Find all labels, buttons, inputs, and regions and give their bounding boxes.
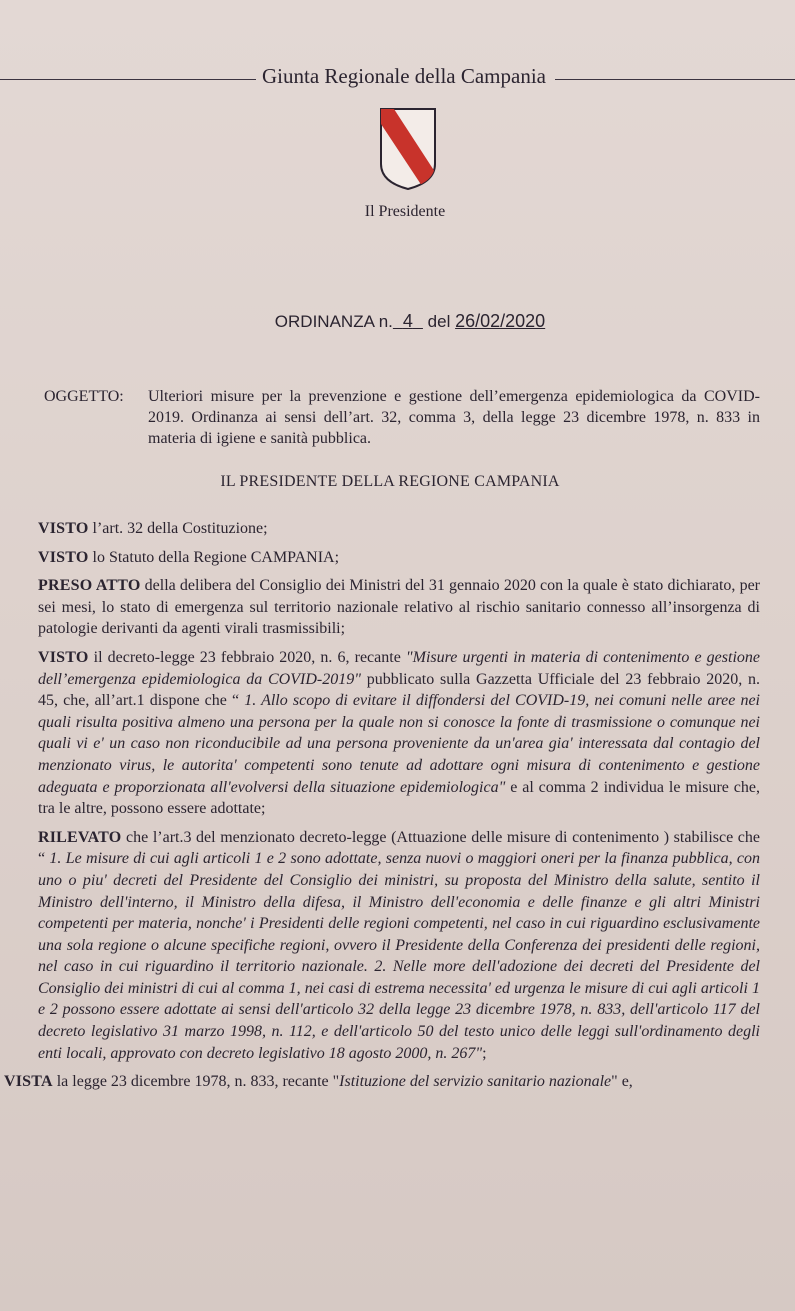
paragraph-visto-statuto: VISTO lo Statuto della Regione CAMPANIA; (38, 548, 340, 566)
paragraph-keyword: VISTO (38, 548, 89, 566)
letterhead-rule-right (555, 79, 795, 80)
ordinanza-number: 4 (402, 311, 413, 331)
paragraph-keyword: VISTO (38, 648, 89, 666)
document-body (4, 518, 761, 1100)
paragraph-keyword: VISTA (4, 1073, 53, 1091)
paragraph-keyword: RILEVATO (38, 828, 122, 846)
paragraph-preso-atto: PRESO ATTO della delibera del Consiglio dei Ministri del 31 gennaio 2020 con la quale è stato dichiarato, per sei mesi, lo stato di emergenza sul territorio nazionale relativo al rischio sanitario connesso all’insorgenza di patologie derivanti da agenti virali trasmissibili; (38, 577, 761, 638)
paragraph-keyword: PRESO ATTO (38, 577, 141, 595)
paragraph-keyword: VISTO (38, 520, 89, 537)
paragraph-vista-legge: VISTA la legge 23 dicembre 1978, n. 833, recante "Istituzione del servizio sanitario nazionale" e, (4, 1073, 633, 1091)
paragraph-visto-decreto: VISTO il decreto-legge 23 febbraio 2020, n. 6, recante "Misure urgenti in materia di contenimento e gestione dell’emergenza epidemiologica da COVID-2019" pubblicato sulla Gazzetta Ufficiale del 23 febbraio 2020, n. 45, che, all’art.1 dispone che “ 1. Allo scopo di evitare il diffondersi del COVID-19, nei comuni nelle aree nei quali risulta positiva almeno una persona per la quale non si conosce la fonte di trasmissione o comunque nei quali vi e' un caso non riconducibile ad una persona proveniente da un'area gia' interessata dal contagio del menzionato virus, le autorita' competenti sono tenute ad adottare ogni misura di contenimento e gestione adeguata e proporzionata all'evolversi della situazione epidemiologica" e al comma 2 individua le misure che, tra le altre, possono essere adottate; (38, 648, 761, 818)
section-heading: IL PRESIDENTE DELLA REGIONE CAMPANIA (220, 473, 560, 490)
ordinanza-del: del (427, 312, 451, 331)
letterhead (0, 62, 795, 92)
oggetto-label: OGGETTO: (44, 388, 124, 405)
ordinanza-date: 26/02/2020 (455, 311, 546, 331)
oggetto-text: Ulteriori misure per la prevenzione e gestione dell’emergenza epidemiologica da COVID-2019. Ordinanza ai sensi dell’art. 32, comma 3, della legge 23 dicembre 1978, n. 833 in materia di igiene e sanità pubblica. (148, 388, 760, 447)
campania-coat-of-arms-icon (378, 106, 438, 192)
letterhead-subtitle: Il Presidente (364, 203, 446, 220)
letterhead-rule-left (0, 79, 256, 80)
paragraph-rilevato: RILEVATO che l’art.3 del menzionato decreto-legge (Attuazione delle misure di contenimento ) stabilisce che “ 1. Le misure di cui agli articoli 1 e 2 sono adottate, senza nuovi o maggiori oneri per la finanza pubblica, con uno o piu' decreti del Presidente del Consiglio dei ministri, su proposta del Ministro della salute, sentito il Ministro dell'interno, il Ministro della difesa, il Ministro dell'economia e delle finanze e gli altri Ministri competenti per materia, nonche' i Presidenti delle regioni competenti, nel caso in cui riguardino esclusivamente una sola regione o alcune specifiche regioni, ovvero il Presidente della Conferenza dei presidenti delle regioni, nel caso in cui riguardino il territorio nazionale. 2. Nelle more dell'adozione dei decreti del Presidente del Consiglio dei ministri di cui al comma 1, nei casi di estrema necessita' ed urgenza le misure di cui agli articoli 1 e 2 possono essere adottate ai sensi dell'articolo 32 della legge 23 dicembre 1978, n. 833, dell'articolo 117 del decreto legislativo 31 marzo 1998, n. 112, e dell'articolo 50 del testo unico delle leggi sull'ordinamento degli enti locali, approvato con decreto legislativo 18 agosto 2000, n. 267"; (38, 828, 760, 1062)
letterhead-title: Giunta Regionale della Campania (262, 64, 546, 88)
ordinanza-label: ORDINANZA n. (274, 312, 393, 331)
ordinanza-line (200, 311, 620, 332)
paragraph-visto-costituzione: VISTO l’art. 32 della Costituzione; (38, 520, 268, 537)
